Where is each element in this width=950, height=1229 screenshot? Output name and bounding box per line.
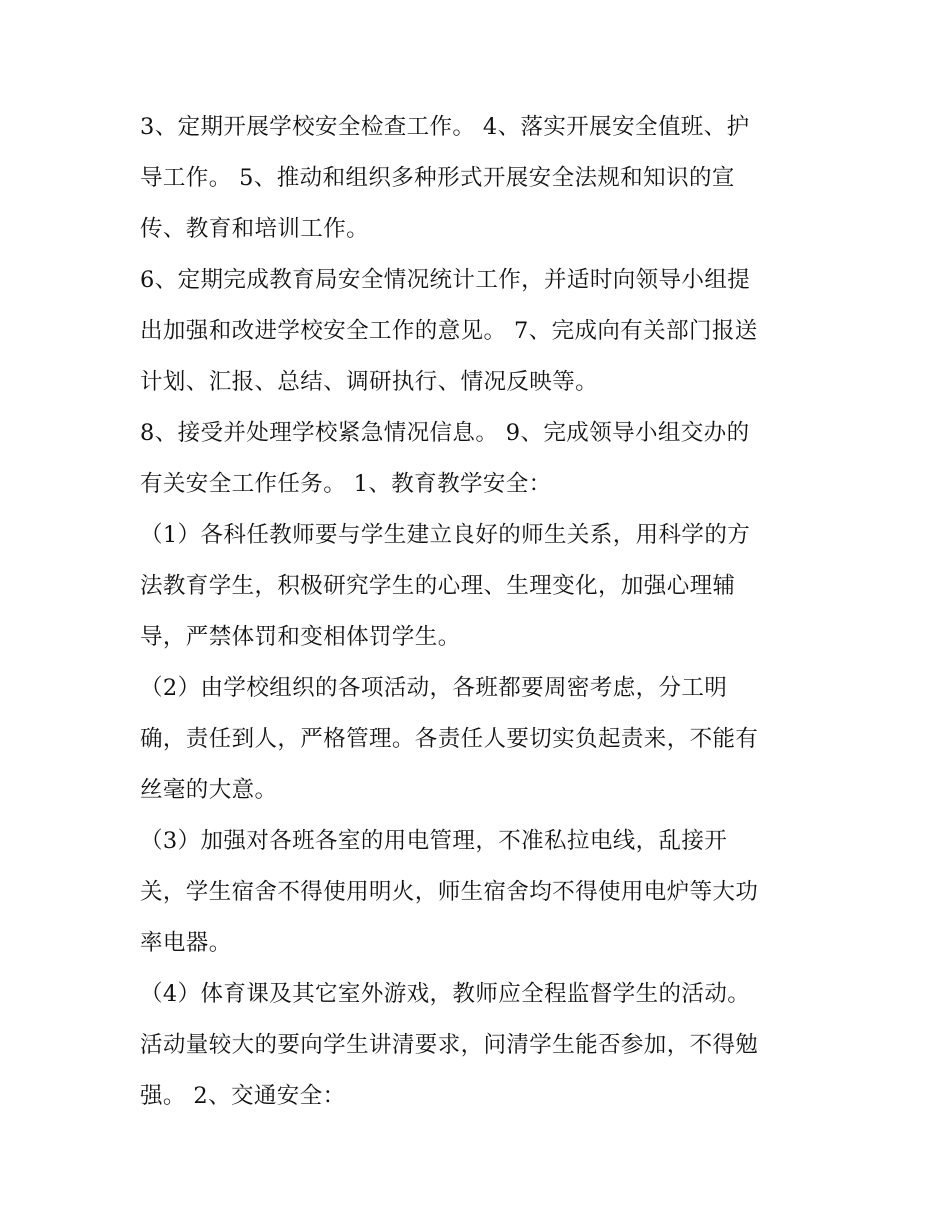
text-line: 3、定期开展学校安全检查工作。 4、落实开展安全值班、护	[140, 114, 750, 140]
text-line: 丝毫的大意。	[140, 777, 278, 803]
text-line: 法教育学生，积极研究学生的心理、生理变化，加强心理辅	[140, 573, 736, 599]
text-line: （2）由学校组织的各项活动，各班都要周密考虑，分工明	[140, 675, 728, 701]
document-body	[140, 102, 830, 1122]
text-line: 传、教育和培训工作。	[140, 216, 370, 242]
text-line: 有关安全工作任务。 1、教育教学安全：	[140, 471, 552, 497]
text-line: 率电器。	[140, 930, 232, 956]
text-line: 确，责任到人，严格管理。各责任人要切实负起责来，不能有	[140, 726, 759, 752]
text-line: 强。 2、交通安全：	[140, 1083, 346, 1109]
text-line: 导工作。 5、推动和组织多种形式开展安全法规和知识的宣	[140, 165, 735, 191]
text-line: （3）加强对各班各室的用电管理，不准私拉电线，乱接开	[140, 828, 728, 854]
text-line: 出加强和改进学校安全工作的意见。 7、完成向有关部门报送	[140, 318, 758, 344]
text-line: 8、接受并处理学校紧急情况信息。 9、完成领导小组交办的	[140, 420, 750, 446]
text-line: 关，学生宿舍不得使用明火，师生宿舍均不得使用电炉等大功	[140, 879, 759, 905]
text-line: （4）体育课及其它室外游戏，教师应全程监督学生的活动。	[140, 981, 751, 1007]
text-line: （1）各科任教师要与学生建立良好的师生关系，用科学的方	[140, 522, 751, 548]
text-line: 活动量较大的要向学生讲清要求，问清学生能否参加，不得勉	[140, 1032, 759, 1058]
text-line: 导，严禁体罚和变相体罚学生。	[140, 624, 461, 650]
text-line: 计划、汇报、总结、调研执行、情况反映等。	[140, 369, 599, 395]
text-line: 6、定期完成教育局安全情况统计工作，并适时向领导小组提	[140, 267, 751, 293]
